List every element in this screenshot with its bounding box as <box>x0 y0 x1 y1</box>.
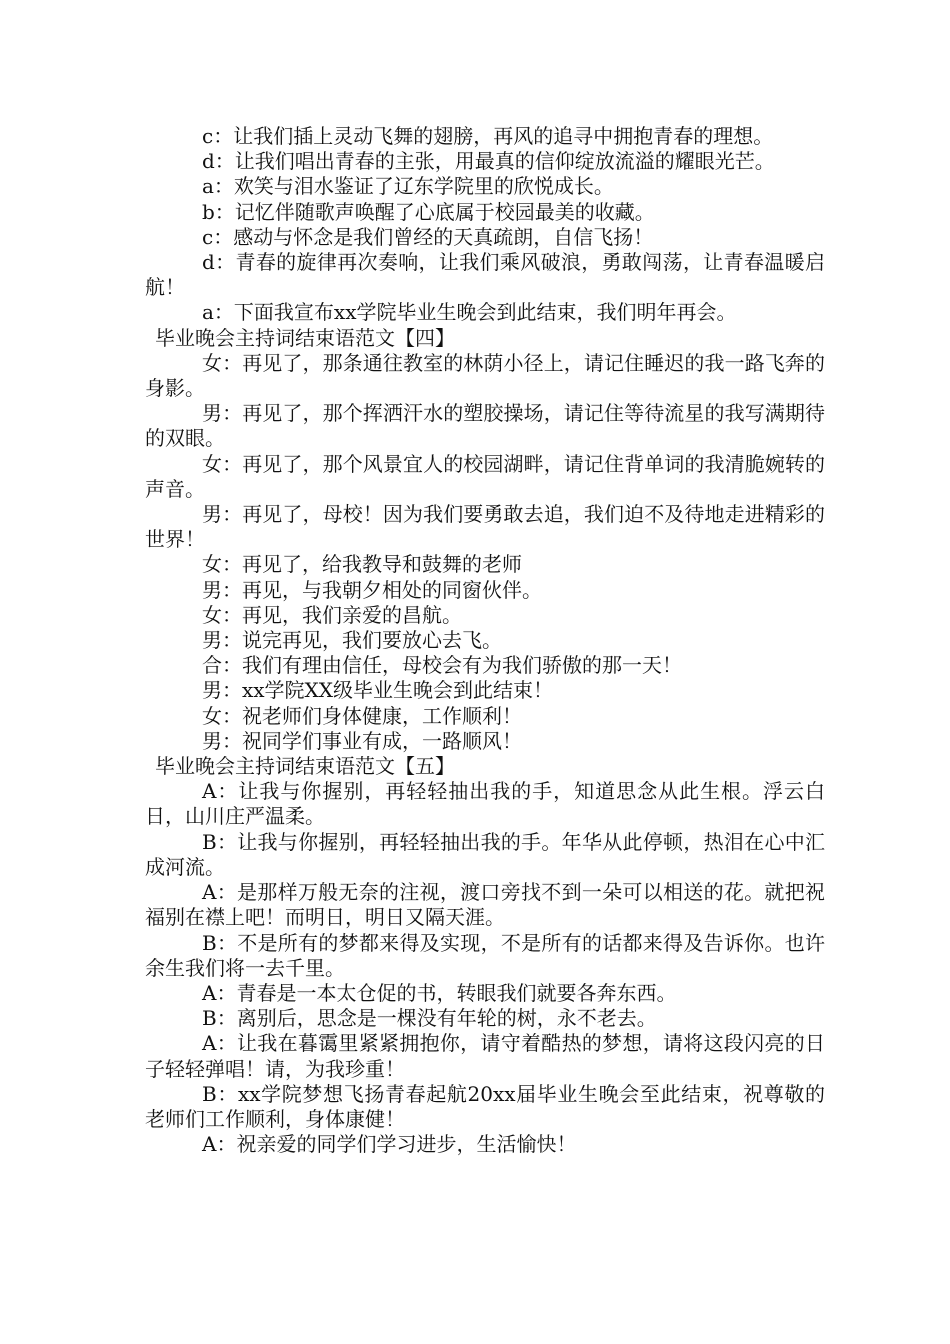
paragraph: d：让我们唱出青春的主张，用最真的信仰绽放流溢的耀眼光芒。 <box>202 149 775 174</box>
paragraph: c：让我们插上灵动飞舞的翅膀，再风的追寻中拥抱青春的理想。 <box>202 124 774 148</box>
paragraph: 男：再见了，那个挥洒汗水的塑胶操场，请记住等待流星的我写满期待的双眼。 <box>145 401 825 451</box>
paragraph: 男：再见，与我朝夕相处的同窗伙伴。 <box>202 577 542 602</box>
paragraph: 女：再见了，那条通往教室的林荫小径上，请记住睡迟的我一路飞奔的身影。 <box>145 350 825 401</box>
paragraph: b：记忆伴随歌声唤醒了心底属于校园最美的收藏。 <box>202 199 655 224</box>
paragraph: A：祝亲爱的同学们学习进步，生活愉快！ <box>202 1132 577 1157</box>
paragraph: 合：我们有理由信任，母校会有为我们骄傲的那一天！ <box>202 653 682 678</box>
paragraph: 女：再见，我们亲爱的昌航。 <box>202 602 462 627</box>
paragraph: B：xx学院梦想飞扬青春起航20xx届毕业生晚会至此结束，祝尊敬的老师们工作顺利，身体康健！ <box>145 1081 825 1131</box>
paragraph: A：青春是一本太仓促的书，转眼我们就要各奔东西。 <box>202 980 677 1005</box>
paragraph: A：是那样万般无奈的注视，渡口旁找不到一朵可以相送的花。就把祝福别在襟上吧！而明日，明日又隔天涯。 <box>145 880 825 930</box>
paragraph: A：让我与你握别，再轻轻抽出我的手，知道思念从此生根。浮云白日，山川庄严温柔。 <box>145 779 825 829</box>
paragraph: A：让我在暮霭里紧紧拥抱你，请守着酷热的梦想，请将这段闪亮的日子轻轻弹唱！请，为我珍重！ <box>145 1031 825 1081</box>
paragraph: 男：xx学院XX级毕业生晚会到此结束！ <box>202 678 554 703</box>
paragraph: 男：再见了，母校！因为我们要勇敢去追，我们迫不及待地走进精彩的世界！ <box>145 502 825 552</box>
paragraph: a：欢笑与泪水鉴证了辽东学院里的欣悦成长。 <box>202 174 614 199</box>
paragraph: 女：再见了，给我教导和鼓舞的老师 <box>202 552 522 577</box>
paragraph: 男：祝同学们事业有成，一路顺风！ <box>202 728 522 753</box>
section-heading-4: 毕业晚会主持词结束语范文【四】 <box>155 325 455 350</box>
paragraph: d：青春的旋律再次奏响，让我们乘风破浪，勇敢闯荡，让青春温暖启航！ <box>145 250 825 300</box>
paragraph: 女：再见了，那个风景宜人的校园湖畔，请记住背单词的我清脆婉转的声音。 <box>145 451 825 501</box>
section-heading-5: 毕业晚会主持词结束语范文【五】 <box>155 754 455 779</box>
paragraph: B：离别后，思念是一棵没有年轮的树，永不老去。 <box>202 1006 657 1031</box>
paragraph: 女：祝老师们身体健康，工作顺利！ <box>202 703 522 728</box>
paragraph: c：感动与怀念是我们曾经的天真疏朗，自信飞扬！ <box>202 224 654 249</box>
paragraph: 男：说完再见，我们要放心去飞。 <box>202 628 502 653</box>
paragraph: B：不是所有的梦都来得及实现，不是所有的话都来得及告诉你。也许余生我们将一去千里。 <box>145 930 825 980</box>
paragraph: a：下面我宣布xx学院毕业生晚会到此结束，我们明年再会。 <box>202 300 737 325</box>
document-body <box>145 124 825 1157</box>
paragraph: B：让我与你握别，再轻轻抽出我的手。年华从此停顿，热泪在心中汇成河流。 <box>145 829 825 879</box>
